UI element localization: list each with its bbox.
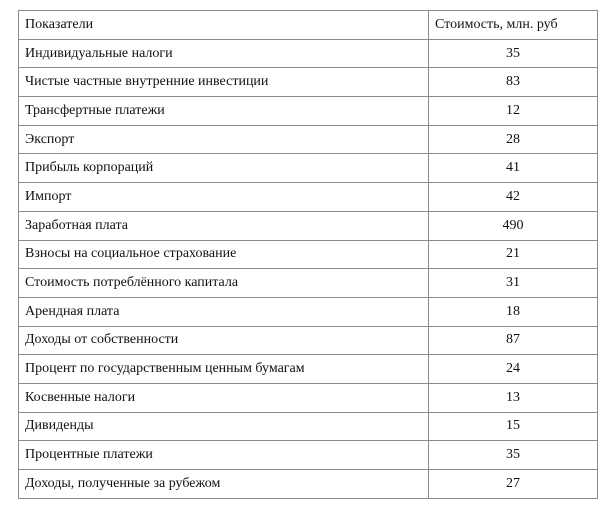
row-label: Косвенные налоги (19, 383, 429, 412)
row-value: 41 (429, 154, 598, 183)
row-label: Импорт (19, 183, 429, 212)
header-cost: Стоимость, млн. руб (429, 11, 598, 40)
row-label: Арендная плата (19, 297, 429, 326)
table-row (19, 97, 598, 126)
table-row (19, 39, 598, 68)
table-row (19, 412, 598, 441)
row-value: 12 (429, 97, 598, 126)
row-label: Прибыль корпораций (19, 154, 429, 183)
row-value: 18 (429, 297, 598, 326)
row-label: Дивиденды (19, 412, 429, 441)
row-value: 490 (429, 211, 598, 240)
row-value: 21 (429, 240, 598, 269)
row-value: 28 (429, 125, 598, 154)
row-value: 15 (429, 412, 598, 441)
row-label: Трансфертные платежи (19, 97, 429, 126)
table-row (19, 355, 598, 384)
row-label: Взносы на социальное страхование (19, 240, 429, 269)
row-value: 35 (429, 39, 598, 68)
table-row (19, 470, 598, 499)
row-value: 42 (429, 183, 598, 212)
row-value: 87 (429, 326, 598, 355)
row-label: Стоимость потреблённого капитала (19, 269, 429, 298)
row-label: Доходы от собственности (19, 326, 429, 355)
table-row (19, 125, 598, 154)
row-label: Доходы, полученные за рубежом (19, 470, 429, 499)
indicators-table (18, 10, 598, 499)
row-label: Экспорт (19, 125, 429, 154)
table-row (19, 211, 598, 240)
header-indicators: Показатели (19, 11, 429, 40)
table-row (19, 269, 598, 298)
row-value: 83 (429, 68, 598, 97)
row-label: Чистые частные внутренние инвестиции (19, 68, 429, 97)
row-label: Индивидуальные налоги (19, 39, 429, 68)
row-value: 35 (429, 441, 598, 470)
row-label: Процент по государственным ценным бумагам (19, 355, 429, 384)
table-row (19, 441, 598, 470)
table-header (19, 11, 598, 40)
table-row (19, 383, 598, 412)
table-row (19, 68, 598, 97)
row-label: Процентные платежи (19, 441, 429, 470)
table-row (19, 154, 598, 183)
row-value: 13 (429, 383, 598, 412)
row-value: 24 (429, 355, 598, 384)
table-row (19, 326, 598, 355)
table-row (19, 240, 598, 269)
table-row (19, 297, 598, 326)
row-value: 27 (429, 470, 598, 499)
row-value: 31 (429, 269, 598, 298)
header-row (19, 11, 598, 40)
table-body (19, 39, 598, 498)
table-row (19, 183, 598, 212)
row-label: Заработная плата (19, 211, 429, 240)
